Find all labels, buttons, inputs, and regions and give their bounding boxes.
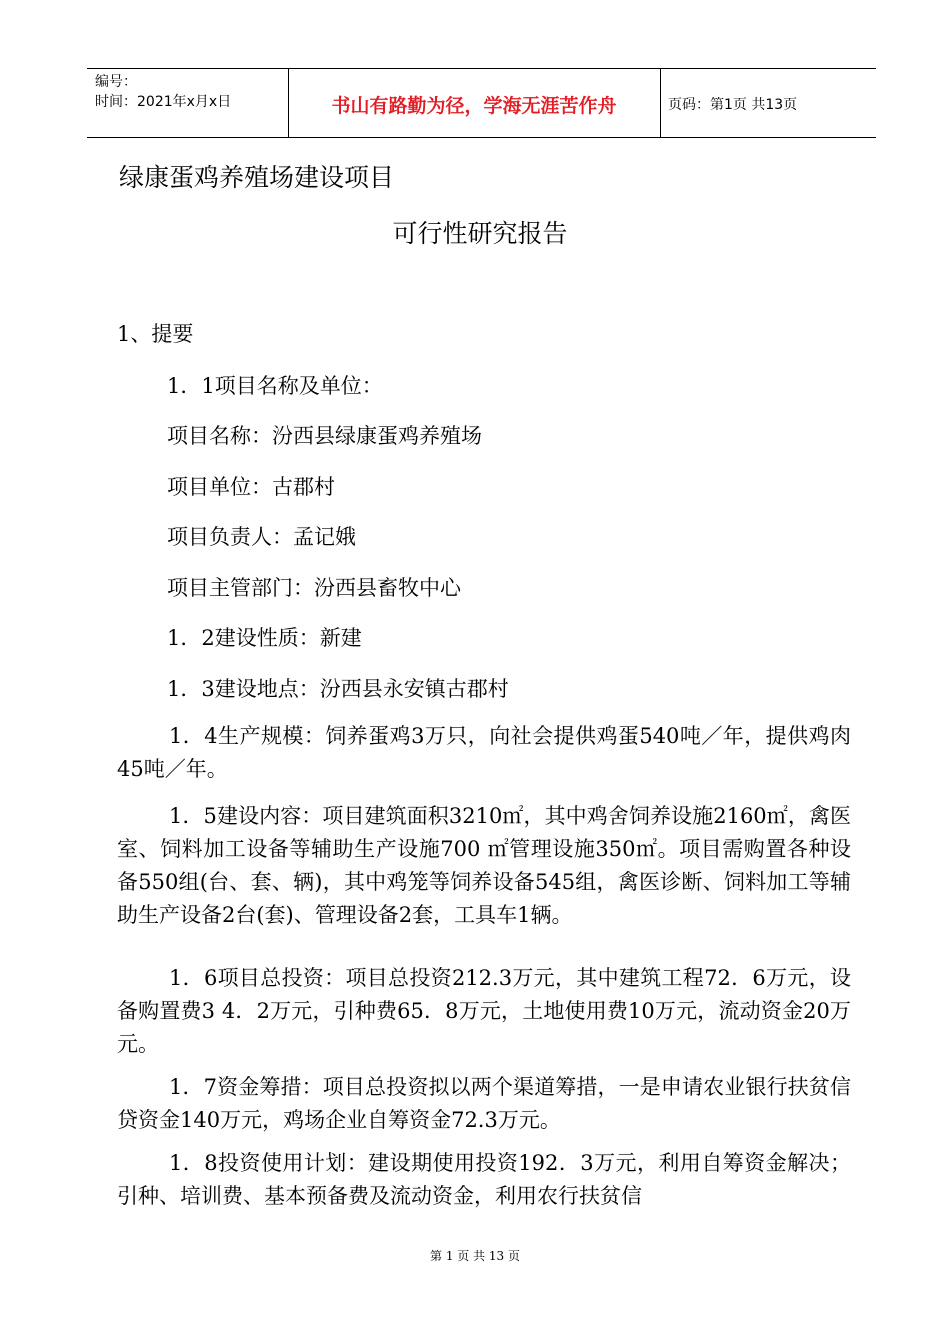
page-header [87,68,876,138]
production-scale: 1．4生产规模：饲养蛋鸡3万只，向社会提供鸡蛋540吨／年，提供鸡肉45吨／年。 [117,724,851,781]
header-meta [95,72,231,112]
page-footer: 第 1 页 共 13 页 [430,1249,520,1263]
subsection-heading: 1．1项目名称及单位： [167,374,383,398]
project-name: 项目名称：汾西县绿康蛋鸡养殖场 [167,424,482,448]
construction-nature: 1．2建设性质：新建 [167,626,362,650]
section-heading: 1、提要 [117,322,194,346]
doc-code: 编号： [95,74,137,90]
investment-plan: 1．8投资使用计划：建设期使用投资192．3万元，利用自筹资金解决；引种、培训费、基本预备费及流动资金，利用农行扶贫信 [117,1151,851,1208]
doc-title: 绿康蛋鸡养殖场建设项目 [119,163,395,192]
doc-subtitle: 可行性研究报告 [392,219,568,248]
header-divider [660,69,661,137]
fund-raising: 1．7资金筹措：项目总投资拟以两个渠道筹措，一是申请农业银行扶贫信贷资金140万元，鸡场企业自筹资金72.3万元。 [117,1075,851,1132]
header-motto: 书山有路勤为径，学海无涯苦作舟 [331,95,617,117]
construction-site: 1．3建设地点：汾西县永安镇古郡村 [167,677,509,701]
project-leader: 项目负责人：孟记娥 [167,525,356,549]
total-investment: 1．6项目总投资：项目总投资212.3万元，其中建筑工程72．6万元，设备购置费3 4．2万元，引种费65．8万元，土地使用费10万元，流动资金20万元。 [117,966,851,1056]
header-page-number: 页码：第1页 共13页 [668,97,798,113]
doc-time: 时间：2021年x月x日 [95,94,232,110]
project-department: 项目主管部门：汾西县畜牧中心 [167,576,461,600]
project-unit: 项目单位：古郡村 [167,475,335,499]
construction-content: 1．5建设内容：项目建筑面积3210㎡，其中鸡舍饲养设施2160㎡，禽医室、饲料加工设备等辅助生产设施700 ㎡管理设施350㎡。项目需购置各种设备550组(台、套、辆)，其中鸡笼等饲养设备545组，禽医诊断、饲料加工等辅助生产设备2台(套)、管理设备2套，工具车1辆。 [117,804,851,927]
